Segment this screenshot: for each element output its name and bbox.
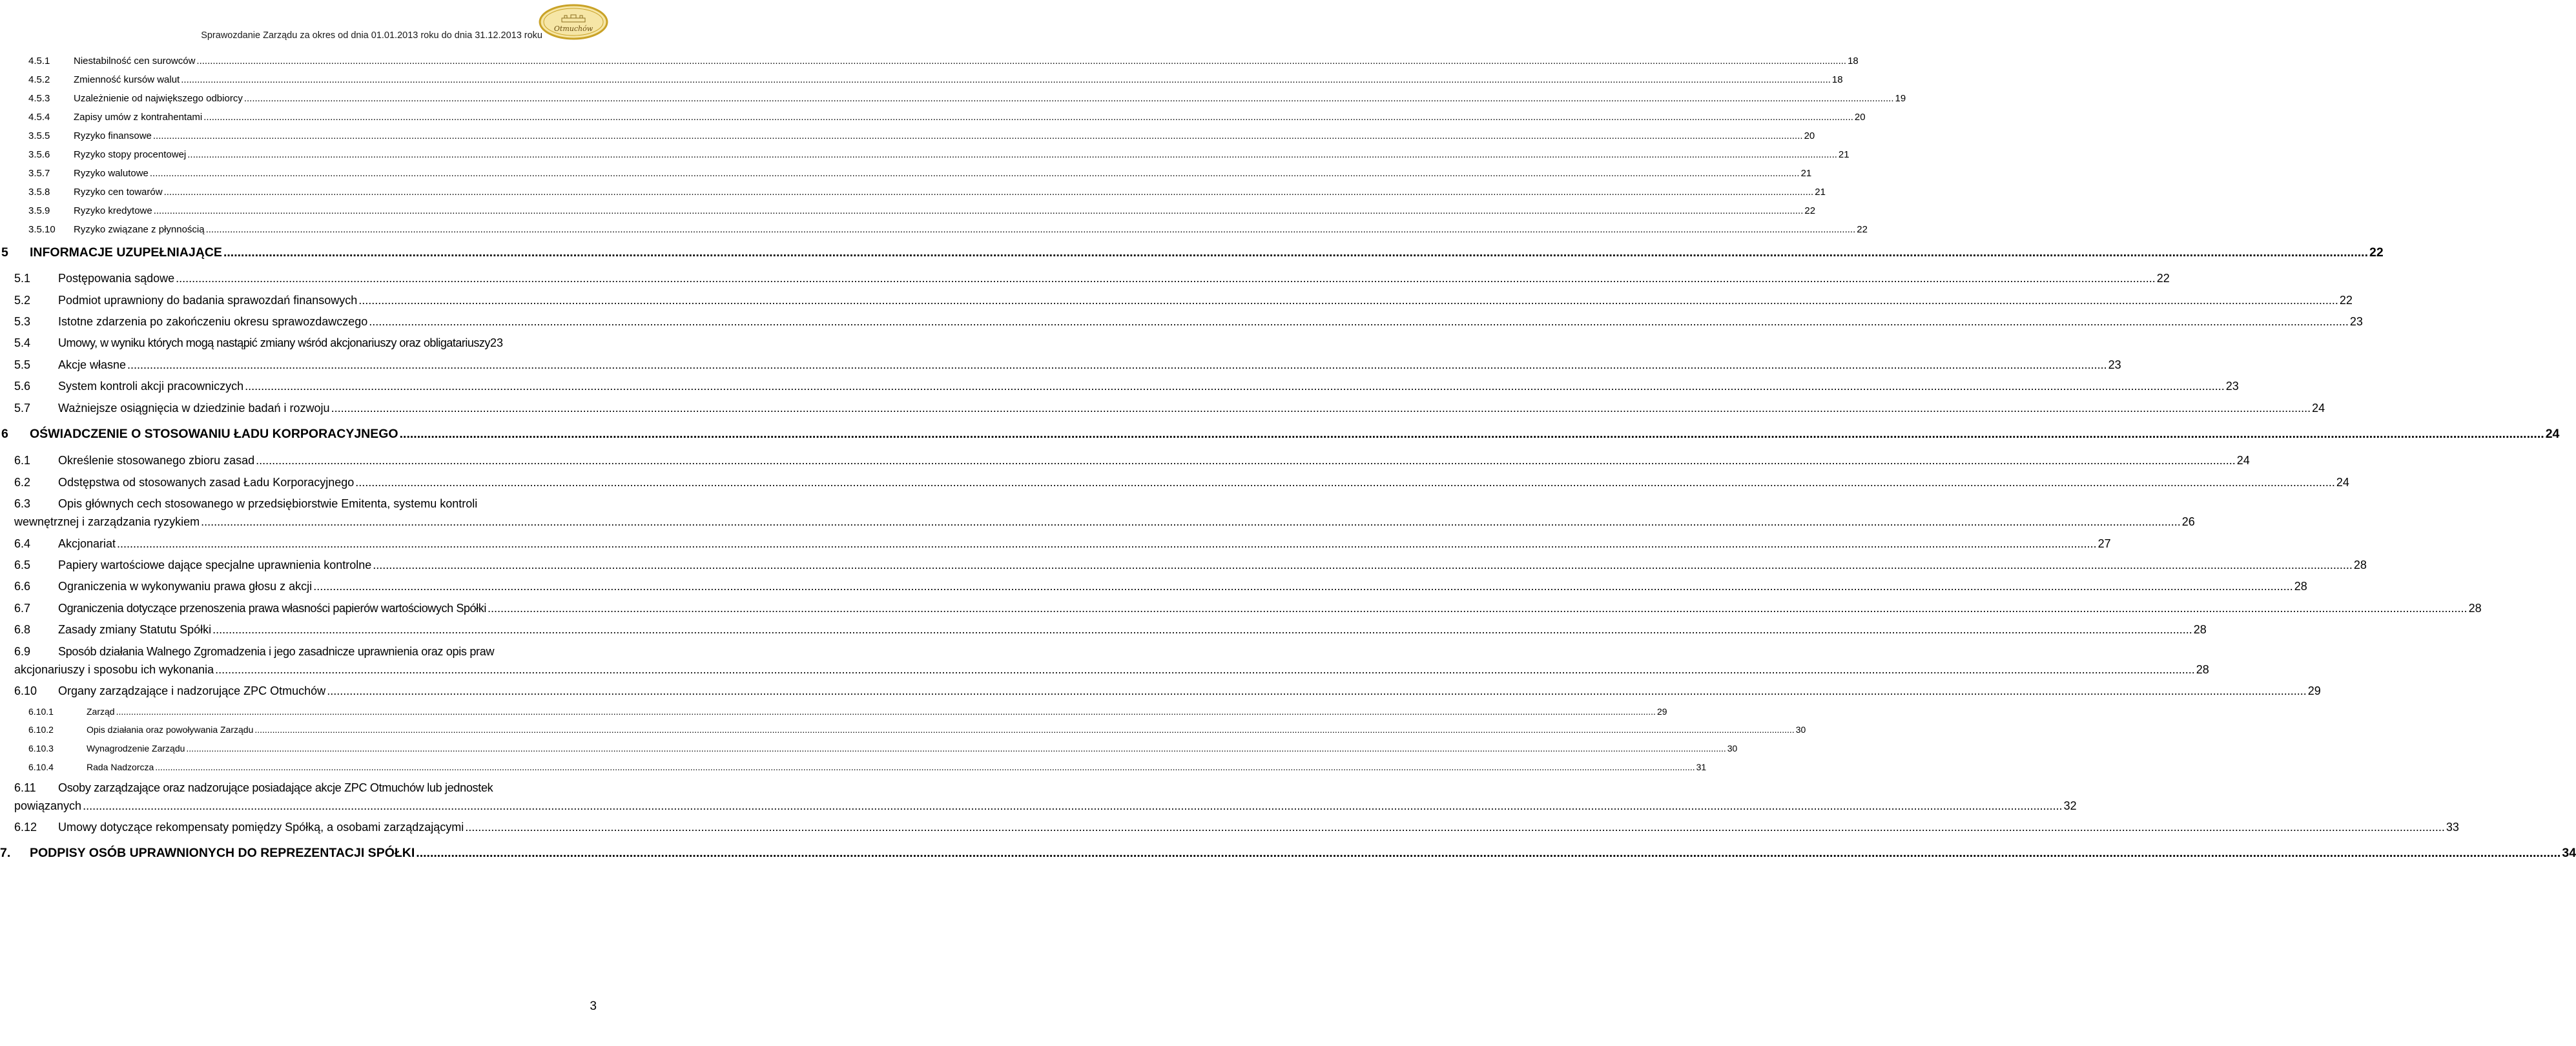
dot-leader [244,93,1894,104]
svg-text:Otmuchów: Otmuchów [553,25,593,33]
dot-leader [196,56,1846,67]
dot-leader [164,187,1814,198]
dot-leader [181,74,1831,85]
toc-chapter[interactable]: 7. PODPISY OSÓB UPRAWNIONYCH DO REPREZENTACJI SPÓŁKI ..... 34 [0,846,597,861]
toc-entry[interactable]: 6.10 Organy zarządzające i nadzorujące ZPC Otmuchów ..... 29 [14,684,597,698]
dot-leader [127,358,2107,372]
toc-entry-continuation[interactable]: wewnętrznej i zarządzania ryzykiem ..... 26 [14,515,597,529]
toc-entry[interactable]: 6.12 Umowy dotyczące rekompensaty pomiędzy Spółką, a osobami zarządzającymi ..... 33 [14,821,597,834]
toc-entry[interactable]: 4.5.2 Zmienność kursów walut ..... 18 [28,74,597,85]
toc-entry[interactable]: 6.1 Określenie stosowanego zbioru zasad ..... 24 [14,454,597,467]
toc-entry[interactable]: 6.6 Ograniczenia w wykonywaniu prawa głosu z akcji ..... 28 [14,580,597,593]
toc-entry[interactable]: 3.5.6 Ryzyko stopy procentowej ..... 21 [28,149,597,160]
toc-entry[interactable]: 5.2 Podmiot uprawniony do badania sprawozdań finansowych ..... 22 [14,294,597,307]
toc-entry[interactable]: 3.5.10 Ryzyko związane z płynnością ..... 22 [28,224,597,235]
dot-leader [117,537,2097,551]
dot-leader [155,762,1695,772]
toc-entry[interactable]: 5.6 System kontroli akcji pracowniczych ..... 23 [14,380,597,393]
toc-entry[interactable]: 6.4 Akcjonariat ..... 27 [14,537,597,551]
toc-entry[interactable]: 3.5.8 Ryzyko cen towarów ..... 21 [28,187,597,198]
toc-entry[interactable]: 3.5.7 Ryzyko walutowe ..... 21 [28,168,597,179]
dot-leader [83,799,2063,813]
toc-entry-continuation[interactable]: powiązanych ..... 32 [14,799,597,813]
toc-entry[interactable]: 5.7 Ważniejsze osiągnięcia w dziedzinie badań i rozwoju ..... 24 [14,402,597,415]
dot-leader [254,724,1794,735]
toc-entry[interactable]: 6.10.1 Zarząd ..... 29 [28,706,597,717]
toc-entry[interactable]: 4.5.4 Zapisy umów z kontrahentami ..... 20 [28,112,597,123]
dot-leader [416,846,2561,861]
dot-leader [373,559,2353,572]
toc-entry[interactable]: 5.5 Akcje własne ..... 23 [14,358,597,372]
toc-entry[interactable]: 3.5.5 Ryzyko finansowe ..... 20 [28,130,597,141]
dot-leader [212,623,2192,637]
dot-leader [369,315,2349,329]
dot-leader [154,205,1804,216]
toc-entry[interactable]: 6.5 Papiery wartościowe dające specjalne uprawnienia kontrolne ..... 28 [14,559,597,572]
page-header [0,0,620,45]
dot-leader [223,245,2368,260]
toc-entry[interactable]: 6.10.2 Opis działania oraz powoływania Zarządu ..... 30 [28,724,597,735]
toc-entry[interactable]: 6.7 Ograniczenia dotyczące przenoszenia prawa własności papierów wartościowych Spółki ..... 28 [14,602,597,615]
dot-leader [256,454,2236,467]
toc-entry-first-line[interactable]: 6.3 Opis głównych cech stosowanego w przedsiębiorstwie Emitenta, systemu kontroli [14,497,478,510]
dot-leader [215,663,2195,677]
toc-entry-first-line[interactable]: 6.11 Osoby zarządzające oraz nadzorujące posiadające akcje ZPC Otmuchów lub jednostek [14,781,493,794]
dot-leader [465,821,2445,834]
toc-entry[interactable]: 4.5.3 Uzależnienie od największego odbiorcy ..... 19 [28,93,597,104]
toc-entry[interactable]: 6.10.4 Rada Nadzorcza ..... 31 [28,762,597,772]
toc-entry[interactable]: 4.5.1 Niestabilność cen surowców ..... 18 [28,56,597,67]
dot-leader [355,476,2335,489]
dot-leader [245,380,2225,393]
dot-leader [186,743,1726,754]
toc-entry[interactable]: 6.8 Zasady zmiany Statutu Spółki ..... 28 [14,623,597,637]
toc-entry[interactable]: 6.2 Odstępstwa od stosowanych zasad Ładu Korporacyjnego ..... 24 [14,476,597,489]
toc-entry-continuation[interactable]: akcjonariuszy i sposobu ich wykonania ..... 28 [14,663,597,677]
dot-leader [116,706,1656,717]
dot-leader [331,402,2311,415]
dot-leader [400,427,2544,442]
dot-leader [206,224,1856,235]
dot-leader [201,515,2181,529]
dot-leader [358,294,2338,307]
toc-entry-first-line[interactable]: 6.9 Sposób działania Walnego Zgromadzenia i jego zasadnicze uprawnienia oraz opis praw [14,645,495,658]
toc-entry[interactable]: 3.5.9 Ryzyko kredytowe ..... 22 [28,205,597,216]
dot-leader [313,580,2293,593]
otmuchow-logo [539,4,608,40]
toc-entry[interactable]: 5.1 Postępowania sądowe ..... 22 [14,272,597,285]
dot-leader [203,112,1853,123]
page-number: 3 [590,1000,597,1013]
dot-leader [488,602,2468,615]
toc-chapter[interactable]: 5 INFORMACJE UZUPEŁNIAJĄCE ..... 22 [1,245,597,260]
dot-leader [153,130,1803,141]
header-text: Sprawozdanie Zarządu za okres od dnia 01.01.2013 roku do dnia 31.12.2013 roku [201,30,542,41]
dot-leader [176,272,2156,285]
dot-leader [150,168,1800,179]
dot-leader [327,684,2307,698]
toc-entry[interactable]: 5.4 Umowy, w wyniku których mogą nastąpić zmiany wśród akcjonariuszy oraz obligatariuszy 23 [14,336,503,349]
toc-entry[interactable]: 5.3 Istotne zdarzenia po zakończeniu okresu sprawozdawczego ..... 23 [14,315,597,329]
toc-entry[interactable]: 6.10.3 Wynagrodzenie Zarządu ..... 30 [28,743,597,754]
toc-chapter[interactable]: 6 OŚWIADCZENIE O STOSOWANIU ŁADU KORPORACYJNEGO ..... 24 [1,427,597,442]
dot-leader [187,149,1837,160]
